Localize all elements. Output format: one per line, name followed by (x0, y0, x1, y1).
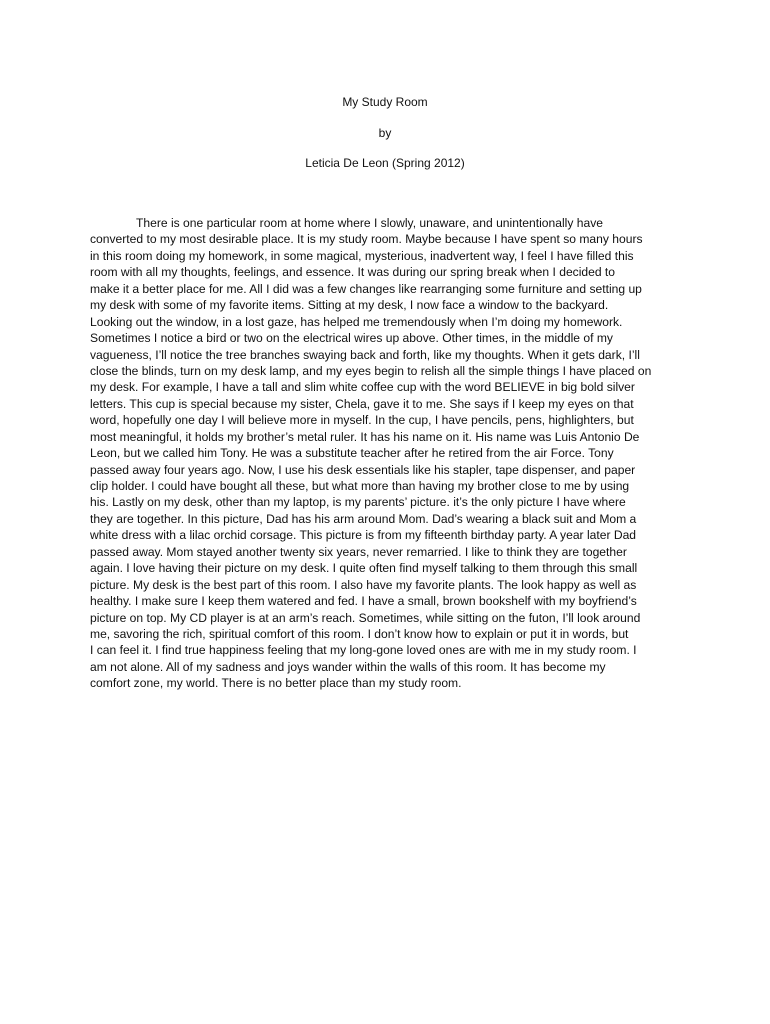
essay-line: close the blinds, turn on my desk lamp, and my eyes begin to relish all the simple things I have placed on (90, 363, 652, 378)
essay-line: my desk. For example, I have a tall and slim white coffee cup with the word BELIEVE in big bold silver (90, 380, 635, 395)
essay-line: white dress with a lilac orchid corsage. This picture is from my fifteenth birthday party. A year later Dad (90, 528, 637, 543)
essay-line: passed away. Mom stayed another twenty six years, never remarried. I like to think they are together (90, 544, 627, 559)
essay-line: in this room doing my homework, in some magical, mysterious, inadvertent way, I feel I have filled this (90, 248, 634, 263)
essay-line: room with all my thoughts, feelings, and essence. It was during our spring break when I decided to (90, 265, 616, 280)
essay-line: make it a better place for me. All I did was a few changes like rearranging some furniture and setting up (90, 281, 642, 296)
document-title: My Study Room (342, 95, 428, 109)
essay-line: most meaningful, it holds my brother’s metal ruler. It has his name on it. His name was Luis Antonio De (90, 429, 640, 444)
essay-line: I can feel it. I find true happiness feeling that my long-gone loved ones are with me in my study room. I (90, 643, 637, 658)
byline: by (378, 126, 392, 140)
essay-line: they are together. In this picture, Dad has his arm around Mom. Dad’s wearing a black suit and Mom a (90, 511, 637, 526)
author-line: Leticia De Leon (Spring 2012) (305, 156, 465, 170)
essay-line: my desk with some of my favorite items. Sitting at my desk, I now face a window to the backyard. (90, 298, 609, 313)
essay-line: letters. This cup is special because my sister, Chela, gave it to me. She says if I keep my eyes on that (90, 396, 634, 411)
essay-line: Looking out the window, in a lost gaze, has helped me tremendously when I’m doing my homework. (90, 314, 623, 329)
essay-line: comfort zone, my world. There is no better place than my study room. (90, 676, 462, 691)
essay-line: Leon, but we called him Tony. He was a substitute teacher after he retired from the air Force. Tony (90, 446, 614, 461)
essay-line: healthy. I make sure I keep them watered and fed. I have a small, brown bookshelf with my boyfriend’s (90, 594, 637, 609)
essay-line: clip holder. I could have bought all these, but what more than having my brother close to me by using (90, 479, 630, 493)
essay-line: again. I love having their picture on my desk. I quite often find myself talking to them through this small (90, 561, 638, 576)
essay-line: converted to my most desirable place. It is my study room. Maybe because I have spent so many hours (90, 232, 643, 247)
essay-line: me, savoring the rich, spiritual comfort of this room. I don’t know how to explain or put it in words, but (90, 626, 629, 641)
essay-line: picture. My desk is the best part of this room. I also have my favorite plants. The look happy as well as (90, 577, 637, 592)
essay-line: passed away four years ago. Now, I use his desk essentials like his stapler, tape dispenser, and paper (90, 462, 636, 477)
essay-line: Sometimes I notice a bird or two on the electrical wires up above. Other times, in the middle of my (90, 331, 613, 346)
essay-line: his. Lastly on my desk, other than my laptop, is my parents’ picture. it’s the only picture I have where (90, 495, 626, 510)
essay-line: picture on top. My CD player is at an arm’s reach. Sometimes, while sitting on the futon, I’ll look around (90, 610, 641, 625)
essay-line: word, hopefully one day I will believe more in myself. In the cup, I have pencils, pens, highlighters, but (90, 413, 634, 428)
essay-line: vagueness, I’ll notice the tree branches swaying back and forth, like my thoughts. When it gets dark, I’ll (90, 347, 640, 362)
essay-paragraph (90, 215, 690, 692)
essay-line: am not alone. All of my sadness and joys wander within the walls of this room. It has become my (90, 659, 606, 674)
essay-line: There is one particular room at home where I slowly, unaware, and unintentionally have (136, 216, 603, 230)
